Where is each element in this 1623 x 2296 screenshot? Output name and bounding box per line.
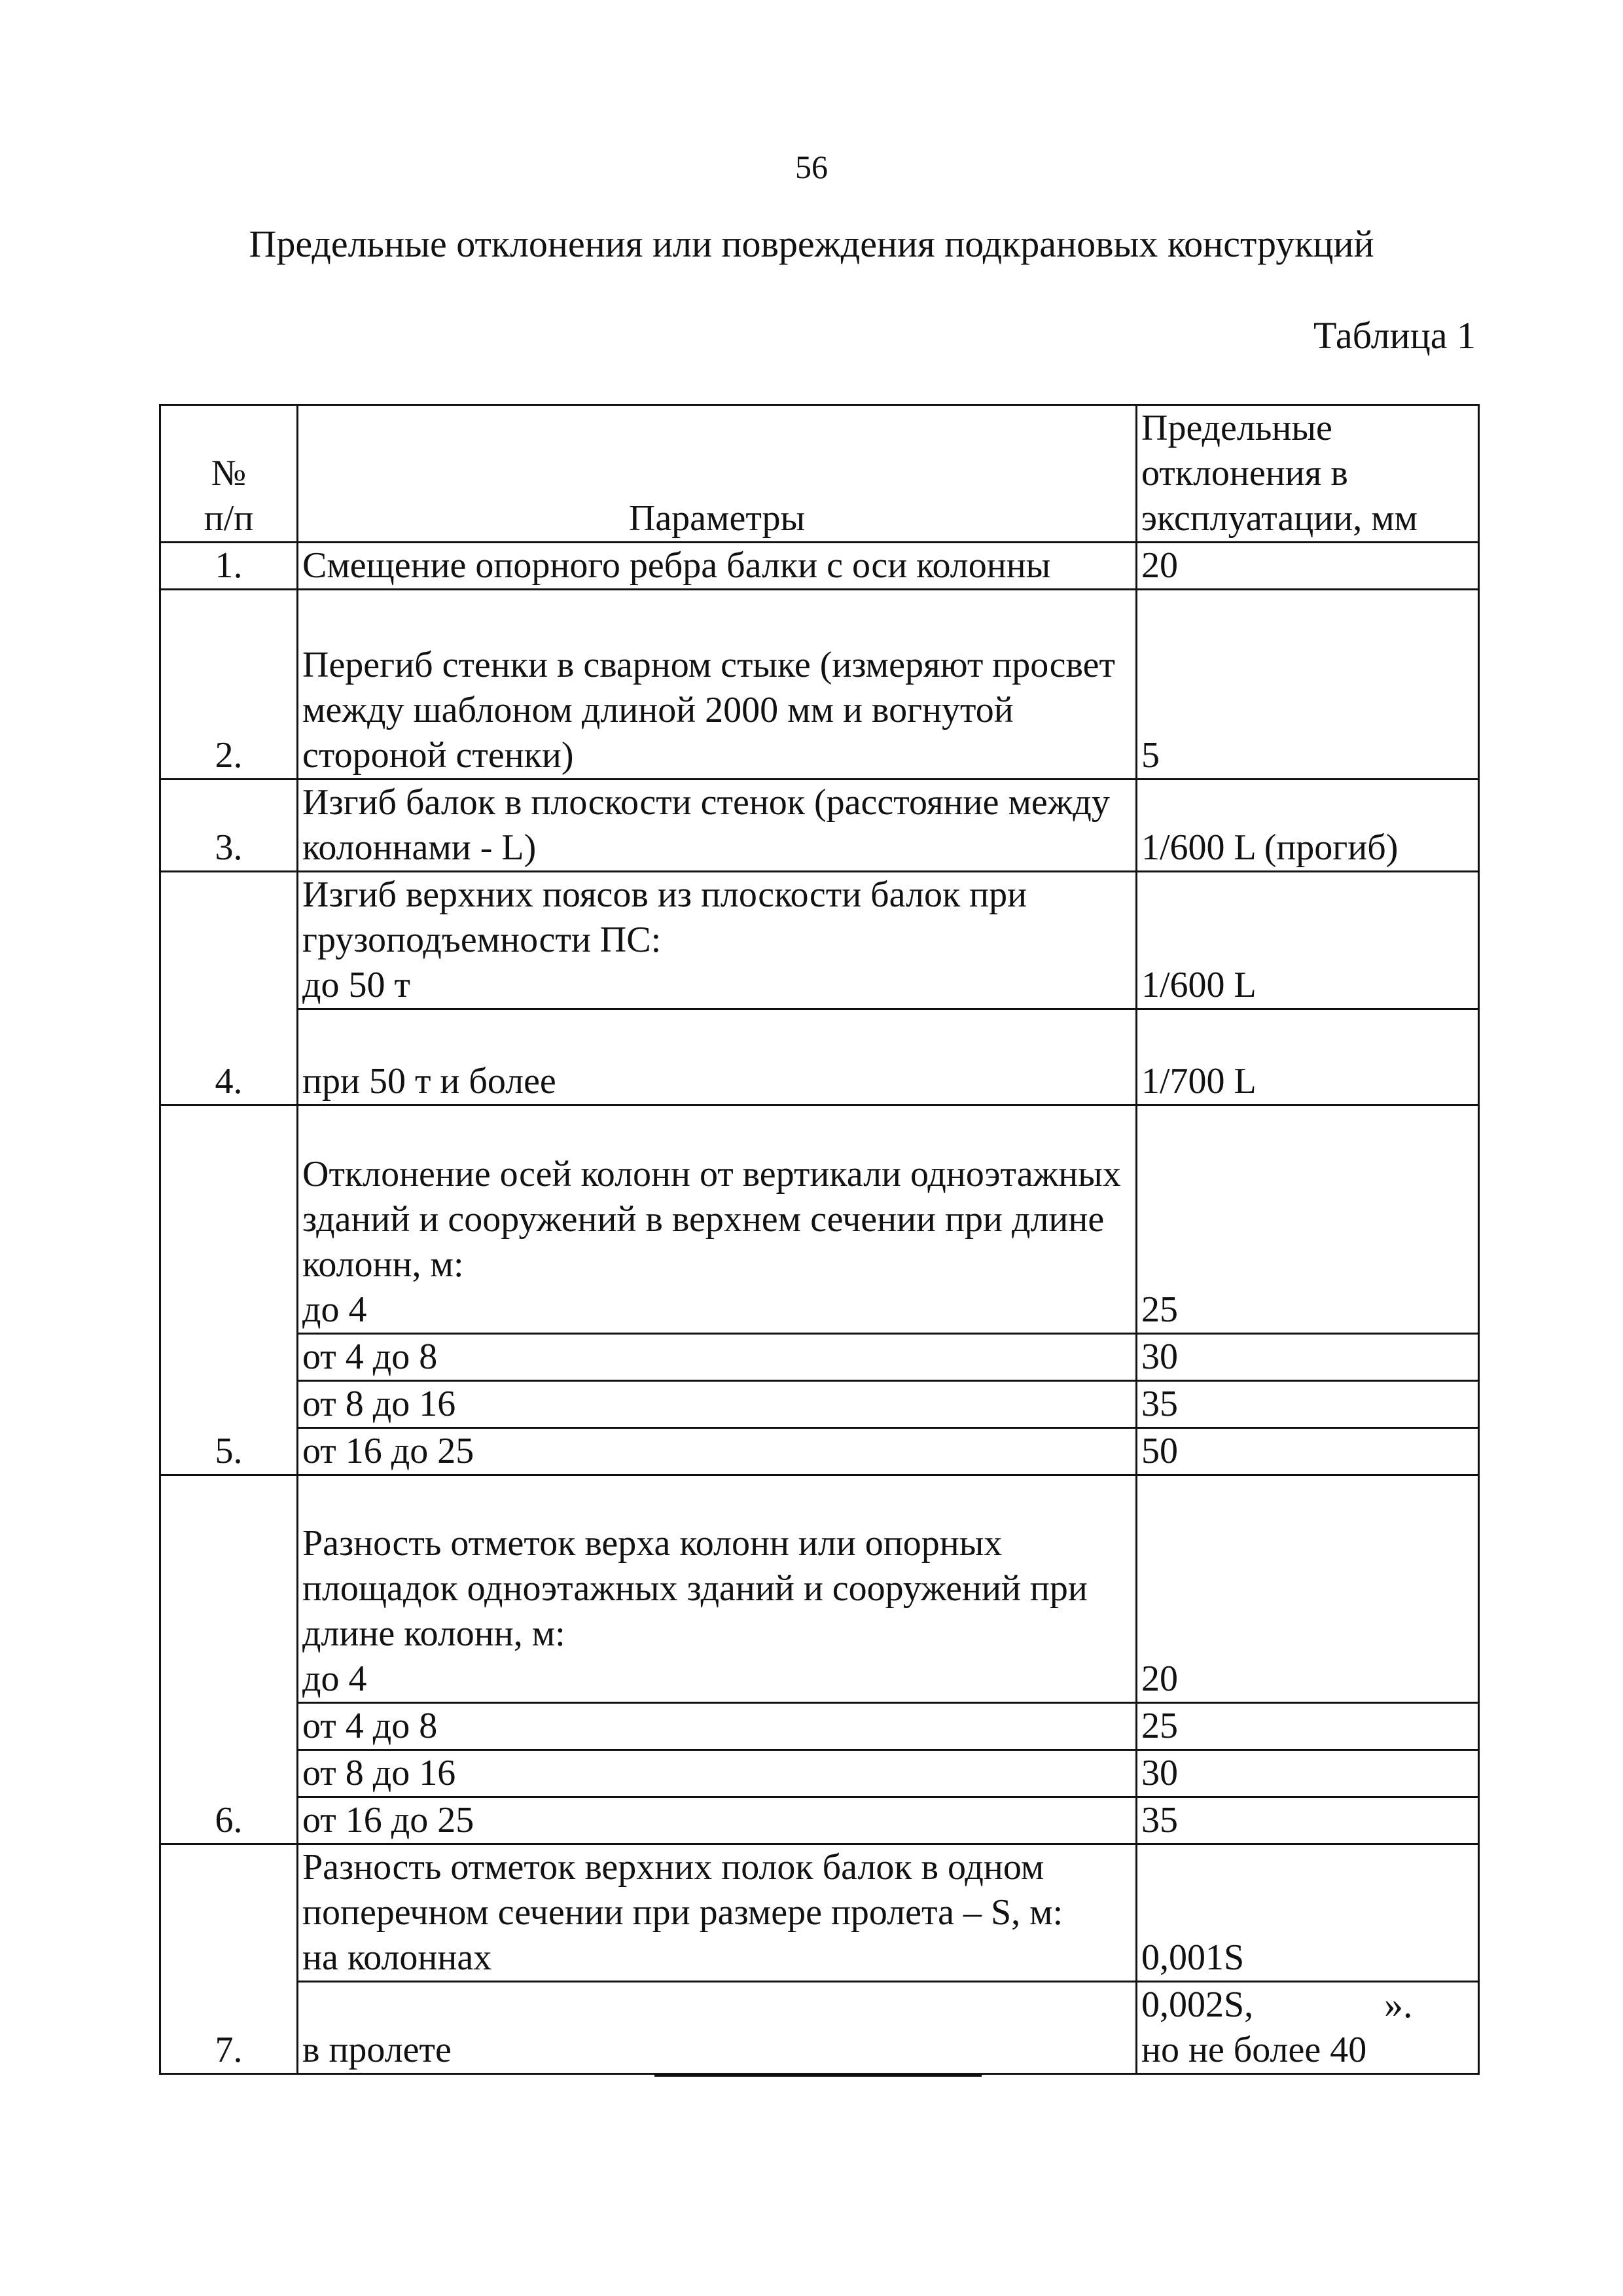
row-parameter: Отклонение осей колонн от вертикали одноэтажных зданий и сооружений в верхнем сечении при длине колонн, м: <box>298 1105 1137 1287</box>
row-value: 25 <box>1137 1287 1479 1334</box>
table-row <box>160 543 1479 590</box>
table-row <box>160 1105 1479 1287</box>
deviations-table <box>159 404 1480 2075</box>
table-row <box>160 1703 1479 1750</box>
row-parameter: Смещение опорного ребра балки с оси колонны <box>298 543 1137 590</box>
table-row <box>160 1844 1479 1982</box>
header-parameters: Параметры <box>298 405 1137 543</box>
row-parameter: от 16 до 25 <box>298 1797 1137 1844</box>
closing-quote: ». <box>1384 1983 1413 2026</box>
row-value: 20 <box>1137 1657 1479 1703</box>
table-label: Таблица 1 <box>1313 314 1476 357</box>
row-value: 1/600 L <box>1137 872 1479 1009</box>
row-parameter: Перегиб стенки в сварном стыке (измеряют просвет между шаблоном длиной 2000 мм и вогнутой стороной стенки) <box>298 590 1137 780</box>
row-value: 5 <box>1137 590 1479 780</box>
row-number: 7. <box>160 1844 298 2074</box>
row-number: 1. <box>160 543 298 590</box>
table-row <box>160 590 1479 780</box>
row-parameter: Изгиб верхних поясов из плоскости балок при грузоподъемности ПС: до 50 т <box>298 872 1137 1009</box>
end-divider <box>654 2075 982 2077</box>
row-number: 3. <box>160 780 298 872</box>
table-row <box>160 1380 1479 1427</box>
row-parameter: от 4 до 8 <box>298 1703 1137 1750</box>
row-value-empty <box>1137 1105 1479 1287</box>
row-number: 6. <box>160 1475 298 1844</box>
row-value: 1/700 L <box>1137 1009 1479 1105</box>
row-value: 35 <box>1137 1380 1479 1427</box>
row-parameter: Разность отметок верха колонн или опорных площадок одноэтажных зданий и сооружений при длине колонн, м: <box>298 1475 1137 1657</box>
table-header-row <box>160 405 1479 543</box>
table-row <box>160 1797 1479 1844</box>
table-row <box>160 1475 1479 1657</box>
table-row <box>160 1750 1479 1797</box>
row-value: 30 <box>1137 1333 1479 1380</box>
row-value: 25 <box>1137 1703 1479 1750</box>
row-value: 0,001S <box>1137 1844 1479 1982</box>
row-parameter: до 4 <box>298 1657 1137 1703</box>
header-limits: Предельные отклонения в эксплуатации, мм <box>1137 405 1479 543</box>
header-number: № п/п <box>160 405 298 543</box>
row-parameter: от 16 до 25 <box>298 1427 1137 1475</box>
row-parameter: от 8 до 16 <box>298 1380 1137 1427</box>
table-row <box>160 1982 1479 2074</box>
table-row <box>160 1009 1479 1105</box>
row-parameter: от 4 до 8 <box>298 1333 1137 1380</box>
row-value: 0,002S, но не более 40 <box>1137 1982 1479 2074</box>
row-value: 30 <box>1137 1750 1479 1797</box>
row-parameter: Разность отметок верхних полок балок в одном поперечном сечении при размере пролета – S, м: на колоннах <box>298 1844 1137 1982</box>
table-row <box>160 1657 1479 1703</box>
row-value: 50 <box>1137 1427 1479 1475</box>
row-parameter: в пролете <box>298 1982 1137 2074</box>
row-value: 35 <box>1137 1797 1479 1844</box>
row-value: 20 <box>1137 543 1479 590</box>
row-parameter: Изгиб балок в плоскости стенок (расстояние между колоннами - L) <box>298 780 1137 872</box>
row-number: 5. <box>160 1105 298 1475</box>
table-row <box>160 1427 1479 1475</box>
document-title: Предельные отклонения или повреждения подкрановых конструкций <box>249 223 1374 265</box>
row-value-empty <box>1137 1475 1479 1657</box>
table-row <box>160 780 1479 872</box>
row-number: 2. <box>160 590 298 780</box>
row-parameter: до 4 <box>298 1287 1137 1334</box>
page-number: 56 <box>795 149 828 185</box>
table-row <box>160 1287 1479 1334</box>
row-parameter: от 8 до 16 <box>298 1750 1137 1797</box>
table-row <box>160 1333 1479 1380</box>
row-parameter: при 50 т и более <box>298 1009 1137 1105</box>
row-value: 1/600 L (прогиб) <box>1137 780 1479 872</box>
table-row <box>160 872 1479 1009</box>
row-number: 4. <box>160 872 298 1105</box>
